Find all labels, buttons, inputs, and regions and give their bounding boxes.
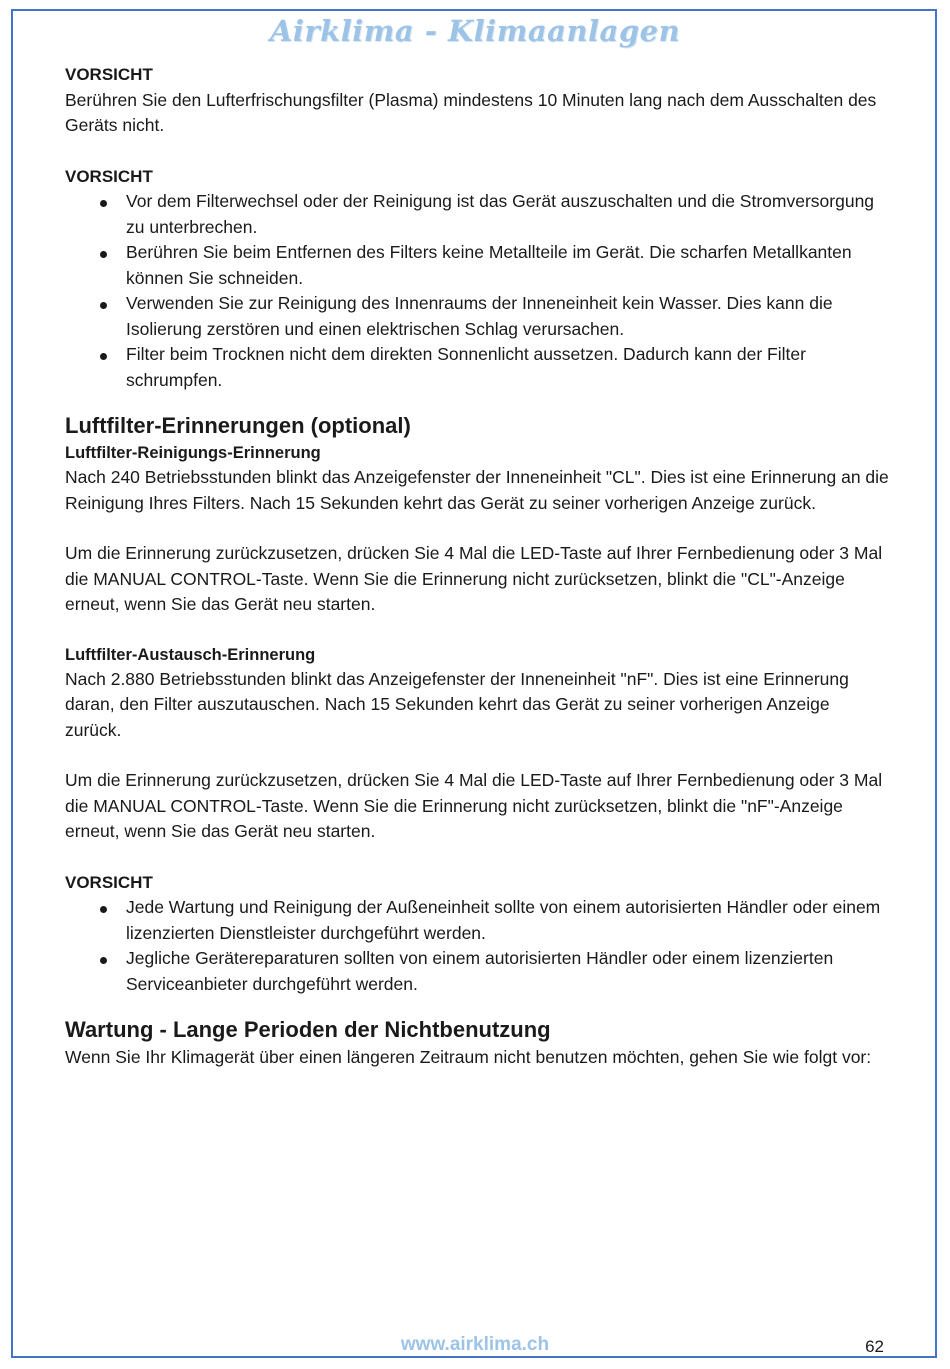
list-item xyxy=(65,240,890,291)
caution-label: VORSICHT xyxy=(65,65,153,84)
page-content xyxy=(65,62,890,1071)
bullet-icon xyxy=(100,353,107,360)
page-number: 62 xyxy=(865,1337,884,1356)
list-item-text: Vor dem Filterwechsel oder der Reinigung ist das Gerät auszuschalten und die Stromversorgung zu unterbrechen. xyxy=(126,191,875,237)
bullet-icon xyxy=(100,251,107,258)
paragraph: Nach 2.880 Betriebsstunden blinkt das Anzeigefenster der Inneneinheit "nF". Dies ist eine Erinnerung daran, den Filter auszutauschen. Nach 15 Sekunden kehrt das Gerät zu seiner vorherigen Anzeige zurück. xyxy=(65,668,849,740)
list-item-text: Verwenden Sie zur Reinigung des Innenraums der Inneneinheit kein Wasser. Dies kann die Isolierung zerstören und einen elektrischen Schlag verursachen. xyxy=(126,293,833,339)
caution-list xyxy=(65,189,890,393)
subheading-replacement-reminder: Luftfilter-Austausch-Erinnerung xyxy=(65,645,316,664)
caution-label: VORSICHT xyxy=(65,166,153,186)
list-item-text: Filter beim Trocknen nicht dem direkten Sonnenlicht aussetzen. Dadurch kann der Filter schrumpfen. xyxy=(126,344,806,390)
section-heading-filter-reminders: Luftfilter-Erinnerungen (optional) xyxy=(65,413,411,438)
paragraph: Wenn Sie Ihr Klimagerät über einen längeren Zeitraum nicht benutzen möchten, gehen Sie wie folgt vor: xyxy=(65,1047,872,1067)
header-logo: Airklima - Klimaanlagen xyxy=(269,14,681,48)
section-heading-long-periods: Wartung - Lange Perioden der Nichtbenutzung xyxy=(65,1017,551,1042)
bullet-icon xyxy=(100,200,107,207)
paragraph: Um die Erinnerung zurückzusetzen, drücken Sie 4 Mal die LED-Taste auf Ihrer Fernbedienung oder 3 Mal die MANUAL CONTROL-Taste. Wenn Sie die Erinnerung nicht zurücksetzen, blinkt die "CL"-Anzeige erneut, wenn Sie das Gerät neu starten. xyxy=(65,543,883,614)
bullet-icon xyxy=(100,957,107,964)
paragraph: Nach 240 Betriebsstunden blinkt das Anzeigefenster der Inneneinheit "CL". Dies ist eine Erinnerung an die Reinigung Ihres Filters. Nach 15 Sekunden kehrt das Gerät zu seiner vorherigen Anzeige zurück. xyxy=(65,467,889,513)
list-item xyxy=(65,189,890,240)
list-item-text: Jegliche Gerätereparaturen sollten von einem autorisierten Händler oder einem lizenzierten Serviceanbieter durchgeführt werden. xyxy=(126,948,834,994)
list-item-text: Berühren Sie beim Entfernen des Filters keine Metallteile im Gerät. Die scharfen Metallkanten können Sie schneiden. xyxy=(126,242,852,288)
bullet-icon xyxy=(100,906,107,913)
paragraph: Um die Erinnerung zurückzusetzen, drücken Sie 4 Mal die LED-Taste auf Ihrer Fernbedienung oder 3 Mal die MANUAL CONTROL-Taste. Wenn Sie die Erinnerung nicht zurücksetzen, blinkt die "nF"-Anzeige erneut, wenn Sie das Gerät neu starten. xyxy=(65,770,883,841)
list-item xyxy=(65,342,890,393)
footer-url-link[interactable]: www.airklima.ch xyxy=(400,1334,550,1355)
subheading-cleaning-reminder: Luftfilter-Reinigungs-Erinnerung xyxy=(65,444,321,462)
list-item xyxy=(65,895,890,946)
caution-label: VORSICHT xyxy=(65,872,153,892)
caution-list xyxy=(65,895,890,997)
list-item xyxy=(65,291,890,342)
caution-text: Berühren Sie den Lufterfrischungsfilter (Plasma) mindestens 10 Minuten lang nach dem Ausschalten des Geräts nicht. xyxy=(65,89,877,135)
list-item-text: Jede Wartung und Reinigung der Außeneinheit sollte von einem autorisierten Händler oder einem lizenzierten Dienstleister durchgeführt werden. xyxy=(126,897,881,943)
bullet-icon xyxy=(100,302,107,309)
list-item xyxy=(65,946,890,997)
